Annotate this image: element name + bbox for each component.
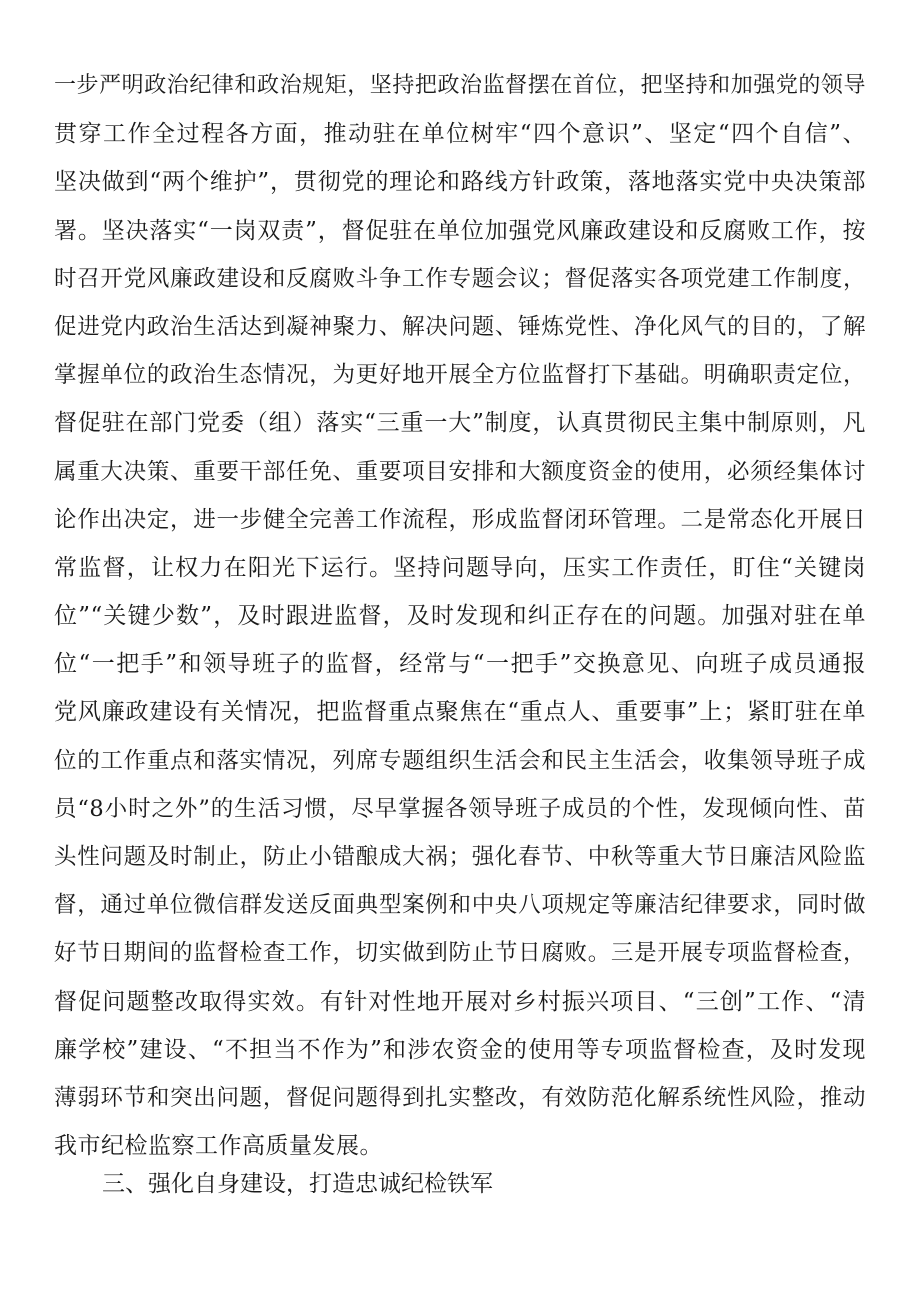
text-line: 党风廉政建设有关情况，把监督重点聚焦在“重点人、重要事”上；紧盯驻在单 <box>54 699 866 726</box>
text-line: 位“一把手”和领导班子的监督，经常与“一把手”交换意见、向班子成员通报 <box>54 651 866 678</box>
text-line: 一步严明政治纪律和政治规矩，坚持把政治监督摆在首位，把坚持和加强党的领导 <box>54 73 866 98</box>
body-text <box>54 62 866 1170</box>
text-line: 督促问题整改取得实效。有针对性地开展对乡村振兴项目、“三创”工作、“清 <box>54 988 866 1015</box>
text-line: 促进党内政治生活达到凝神聚力、解决问题、锤炼党性、净化风气的目的，了解 <box>54 313 866 340</box>
text-line: 论作出决定，进一步健全完善工作流程，形成监督闭环管理。二是常态化开展日 <box>54 506 866 533</box>
text-line: 贯穿工作全过程各方面，推动驻在单位树牢“四个意识”、坚定“四个自信”、 <box>54 121 866 148</box>
text-line: 掌握单位的政治生态情况，为更好地开展全方位监督打下基础。明确职责定位， <box>54 362 866 389</box>
text-line: 常监督，让权力在阳光下运行。坚持问题导向，压实工作责任，盯住“关键岗 <box>54 554 866 581</box>
section-heading: 三、强化自身建设，打造忠诚纪检铁军 <box>102 1171 493 1197</box>
text-line: 头性问题及时制止，防止小错酿成大祸；强化春节、中秋等重大节日廉洁风险监 <box>54 844 866 870</box>
text-line: 好节日期间的监督检查工作，切实做到防止节日腐败。三是开展专项监督检查， <box>54 940 866 967</box>
text-line: 员“8小时之外”的生活习惯，尽早掌握各领导班子成员的个性，发现倾向性、苗 <box>54 795 866 822</box>
text-line: 廉学校”建设、“不担当不作为”和涉农资金的使用等专项监督检查，及时发现 <box>54 1036 866 1063</box>
text-line: 时召开党风廉政建设和反腐败斗争工作专题会议；督促落实各项党建工作制度， <box>54 265 866 292</box>
text-line: 位”“关键少数”，及时跟进监督，及时发现和纠正存在的问题。加强对驻在单 <box>54 603 866 630</box>
text-line: 位的工作重点和落实情况，列席专题组织生活会和民主生活会，收集领导班子成 <box>54 747 866 774</box>
text-line: 我市纪检监察工作高质量发展。 <box>54 1133 383 1160</box>
text-line: 督，通过单位微信群发送反面典型案例和中央八项规定等廉洁纪律要求，同时做 <box>54 892 866 919</box>
text-line: 署。坚决落实“一岗双责”，督促驻在单位加强党风廉政建设和反腐败工作，按 <box>54 217 866 244</box>
text-line: 坚决做到“两个维护”，贯彻党的理论和路线方针政策，落地落实党中央决策部 <box>54 169 866 196</box>
text-line: 督促驻在部门党委（组）落实“三重一大”制度，认真贯彻民主集中制原则，凡 <box>54 410 866 437</box>
text-line: 薄弱环节和突出问题，督促问题得到扎实整改，有效防范化解系统性风险，推动 <box>54 1084 866 1111</box>
text-line: 属重大决策、重要干部任免、重要项目安排和大额度资金的使用，必须经集体讨 <box>54 458 866 485</box>
